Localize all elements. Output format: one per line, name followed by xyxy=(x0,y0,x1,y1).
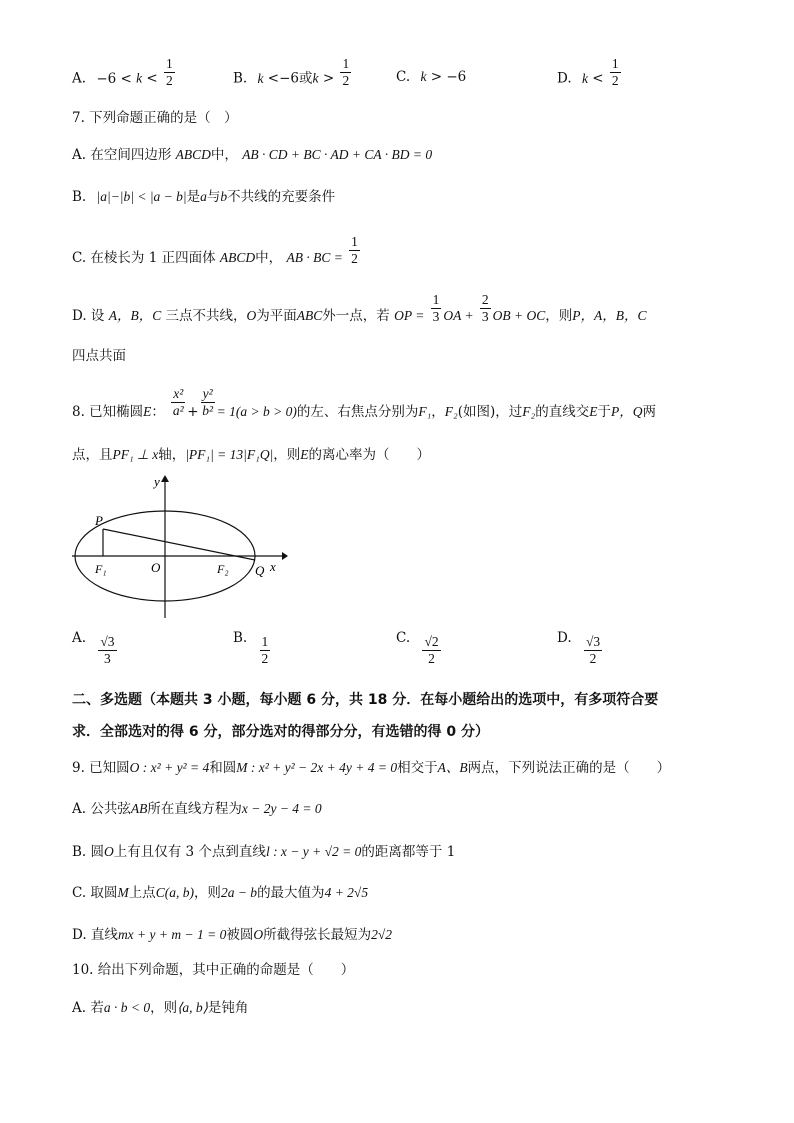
option-letter: B. xyxy=(233,70,248,87)
denominator: 2 xyxy=(166,72,173,88)
option-text: 所截得弦长最短为 xyxy=(263,927,372,943)
option-letter: C. xyxy=(396,629,411,646)
math-formula: |a|−|b| < |a − b| xyxy=(96,189,187,204)
option-text: 与 xyxy=(206,189,221,205)
section-heading: 二、多选题（本题共 3 小题，每小题 6 分，共 18 分．在每小题给出的选项中，有多项符合要 xyxy=(72,692,659,708)
section-heading-cont: 求．全部选对的得 6 分，部分选对的得部分分，有选错的得 0 分） xyxy=(72,724,489,740)
option-text: 上点 xyxy=(128,885,156,901)
math-formula: O : x² + y² = 4 xyxy=(129,760,210,775)
numerator: x² xyxy=(173,386,184,401)
option-text: 为平面 xyxy=(256,307,297,324)
math-var: O xyxy=(246,307,257,323)
math-formula: 4 + 2√5 xyxy=(324,885,369,900)
math-var: ABCD xyxy=(175,147,211,162)
option-text: 上有且仅有 3 个点到直线 xyxy=(113,844,266,860)
option-text: 是钝角 xyxy=(207,1000,249,1016)
option-text: ，则 xyxy=(150,1000,178,1016)
q7-stem: 7. 下列命题正确的是（ ） xyxy=(72,110,238,126)
q7-option-b xyxy=(72,190,335,205)
numerator: 1 xyxy=(342,56,350,71)
math-formula: C(a, b) xyxy=(155,885,194,900)
q6-option-d xyxy=(557,56,623,88)
option-letter: A. xyxy=(72,70,87,87)
math-var: ABCD xyxy=(219,249,256,265)
option-text: > xyxy=(318,70,339,87)
denominator: 2 xyxy=(589,650,597,666)
math-formula: M : x² + y² − 2x + 4y + 4 = 0 xyxy=(236,760,398,775)
q10-stem: 10. 给出下列命题，其中正确的命题是（ ） xyxy=(72,962,355,978)
denominator: 2 xyxy=(351,250,358,266)
math-var: A，B，C xyxy=(108,307,162,323)
numerator: 1 xyxy=(351,234,358,249)
stem-text: 两 xyxy=(642,403,656,420)
option-letter: C. xyxy=(396,69,411,85)
q9-option-c xyxy=(72,886,368,901)
q7-option-d xyxy=(72,292,647,326)
label-f1: F₁ xyxy=(95,562,107,576)
math-var: a xyxy=(200,189,207,204)
q6-options-row xyxy=(0,56,794,102)
fraction xyxy=(98,634,116,666)
q8-stem: 8. 已知椭圆E： $\frac{\text{x²}}{\text{a²}}$ + $\frac{\text{y²}}{\text{b²}}$ = 1(a > b > 0)的左、右焦点分别为F₁，F₂(如图)，过F₂的直线交E于P，Q两 xyxy=(72,386,656,420)
denominator: a² xyxy=(172,402,184,418)
numerator: 1 xyxy=(611,56,619,71)
fraction xyxy=(610,56,621,88)
q8-option-d xyxy=(557,629,604,666)
math-var: E xyxy=(143,403,152,419)
q7-option-a xyxy=(72,148,432,163)
denominator: 2 xyxy=(611,72,619,88)
math-var: O xyxy=(253,927,264,942)
option-text: 的最大值为 xyxy=(257,885,325,901)
q6-option-b xyxy=(233,56,353,88)
option-letter: A. xyxy=(72,629,87,646)
option-text: 不共线的充要条件 xyxy=(227,189,336,205)
option-text: < xyxy=(587,70,608,87)
math-var: A、B xyxy=(437,760,468,775)
math-var: P，A，B，C xyxy=(572,307,647,323)
stem-text: 点，且 xyxy=(72,447,113,463)
math-formula: 2a − b xyxy=(220,885,258,900)
fraction xyxy=(164,56,175,88)
numerator: √2 xyxy=(424,634,439,649)
option-text: ，则 xyxy=(193,885,221,901)
stem-text: 9. 已知圆 xyxy=(72,760,130,776)
stem-text: 的直线交 xyxy=(535,403,590,420)
q6-option-a xyxy=(72,56,177,88)
option-text: > −6 xyxy=(426,69,467,85)
option-text: B. 圆 xyxy=(72,844,105,860)
option-text: A. 在空间四边形 xyxy=(72,147,172,163)
math-var: ABC xyxy=(296,307,323,323)
stem-text: 相交于 xyxy=(397,760,438,776)
fraction xyxy=(584,634,602,666)
stem-text: 两点，下列说法正确的是（ ） xyxy=(467,760,671,776)
math-formula: a · b < 0 xyxy=(103,1000,151,1015)
option-text: 三点不共线， xyxy=(165,307,247,324)
q8-option-c xyxy=(396,629,443,666)
math-formula: l : x − y + √2 = 0 xyxy=(265,844,362,859)
q9-stem xyxy=(72,761,670,776)
q8-options-row xyxy=(0,629,794,676)
math-formula: OA + xyxy=(443,307,474,323)
q9-option-d xyxy=(72,928,392,943)
denominator: 2 xyxy=(428,650,435,666)
denominator: 3 xyxy=(432,308,440,324)
option-text: ，则 xyxy=(545,307,573,324)
numerator: y² xyxy=(202,386,213,401)
math-formula: mx + y + m − 1 = 0 xyxy=(117,927,227,942)
math-formula: PF₁ ⊥ x xyxy=(112,447,159,462)
math-formula: ⟨a, b⟩ xyxy=(177,1000,208,1015)
fraction xyxy=(171,386,185,418)
option-text: 的距离都等于 1 xyxy=(361,844,456,860)
math-var: b xyxy=(220,189,228,204)
math-formula: OB + OC xyxy=(492,307,546,323)
stem-text: 和圆 xyxy=(209,760,237,776)
option-text: A. 公共弦 xyxy=(72,801,131,817)
label-y: y xyxy=(154,474,160,489)
y-axis-arrow xyxy=(161,475,169,482)
math-var: AB xyxy=(130,801,148,816)
q7-option-c xyxy=(72,234,362,268)
math-var: F₂ xyxy=(444,403,458,419)
numerator: 1 xyxy=(261,634,269,649)
math-formula: 2√2 xyxy=(371,927,393,942)
math-var: O xyxy=(104,844,114,859)
q8-option-b xyxy=(233,629,272,666)
denominator: 3 xyxy=(104,650,111,666)
denominator: b² xyxy=(202,402,213,418)
option-text: 外一点，若 xyxy=(322,307,390,324)
numerator: 2 xyxy=(481,292,489,307)
numerator: √3 xyxy=(585,634,601,649)
fraction xyxy=(480,292,491,324)
fraction xyxy=(349,234,360,266)
q9-option-a xyxy=(72,802,322,817)
fraction xyxy=(340,56,351,88)
option-text: D. 设 xyxy=(72,307,105,324)
option-var: k xyxy=(581,70,588,86)
stem-text: 的左、右焦点分别为 xyxy=(296,403,419,420)
q7-option-d-cont: 四点共面 xyxy=(72,348,126,364)
line-pq xyxy=(103,529,255,560)
option-var: k xyxy=(420,69,427,84)
option-var: k xyxy=(312,70,319,86)
option-var: k xyxy=(257,70,264,86)
option-var: k xyxy=(136,70,143,86)
stem-text: 轴， xyxy=(158,447,186,463)
stem-text: 的离心率为（ ） xyxy=(308,447,431,463)
label-q: Q xyxy=(255,563,265,578)
fraction xyxy=(201,386,215,418)
option-text: 中， xyxy=(255,249,283,266)
math-var: P，Q xyxy=(610,403,643,419)
ellipse-figure xyxy=(68,472,288,622)
numerator: 1 xyxy=(432,292,440,307)
math-var: E xyxy=(589,403,598,419)
label-o: O xyxy=(151,560,161,575)
option-text: C. 取圆 xyxy=(72,885,118,901)
option-text: 中， xyxy=(210,147,238,163)
denominator: 3 xyxy=(481,308,489,324)
math-formula: x − 2y − 4 = 0 xyxy=(241,801,322,816)
option-text: 被圆 xyxy=(226,927,254,943)
label-x: x xyxy=(270,559,276,574)
option-text: A. 若 xyxy=(72,1000,104,1016)
math-formula: AB · CD + BC · AD + CA · BD = 0 xyxy=(242,147,433,162)
option-text: 所在直线方程为 xyxy=(147,801,242,817)
option-letter: D. xyxy=(557,629,572,646)
q9-option-b xyxy=(72,845,455,860)
stem-text: ： xyxy=(151,403,165,420)
q8-option-a xyxy=(72,629,119,666)
stem-text: ，则 xyxy=(273,447,301,463)
math-formula: OP = xyxy=(394,307,425,323)
fraction xyxy=(431,292,442,324)
stem-text: 8. 已知椭圆 xyxy=(72,403,144,420)
option-text: 是 xyxy=(186,189,201,205)
stem-text: 于 xyxy=(597,403,611,420)
option-text: C. 在棱长为 1 正四面体 xyxy=(72,249,216,266)
fraction xyxy=(260,634,271,666)
q6-option-c xyxy=(396,70,466,85)
math-formula: AB · BC = xyxy=(286,249,343,265)
option-text: < xyxy=(142,70,163,87)
math-var: F₂ xyxy=(522,403,536,419)
option-letter: D. xyxy=(557,70,572,87)
denominator: 2 xyxy=(342,72,350,88)
stem-text: (如图)，过 xyxy=(457,403,523,420)
numerator: 1 xyxy=(166,56,173,71)
denominator: 2 xyxy=(261,650,269,666)
option-letter: B. xyxy=(72,189,87,205)
math-var: E xyxy=(300,447,309,462)
math-formula: = 1(a > b > 0) xyxy=(216,403,297,419)
option-text: −6 < xyxy=(96,70,137,87)
option-text: D. 直线 xyxy=(72,927,118,943)
x-axis-arrow xyxy=(282,552,288,560)
numerator: √3 xyxy=(100,634,115,649)
math-var: F₁ xyxy=(418,403,432,419)
label-f2: F₂ xyxy=(217,562,229,576)
q8-stem-cont xyxy=(72,448,430,463)
math-formula: |PF₁| = 13|F₁Q| xyxy=(185,447,274,462)
q10-option-a xyxy=(72,1001,248,1016)
math-var: M xyxy=(117,885,129,900)
option-letter: B. xyxy=(233,629,248,646)
label-p: P xyxy=(95,513,103,528)
option-text: <−6或 xyxy=(263,70,313,87)
fraction xyxy=(422,634,440,666)
